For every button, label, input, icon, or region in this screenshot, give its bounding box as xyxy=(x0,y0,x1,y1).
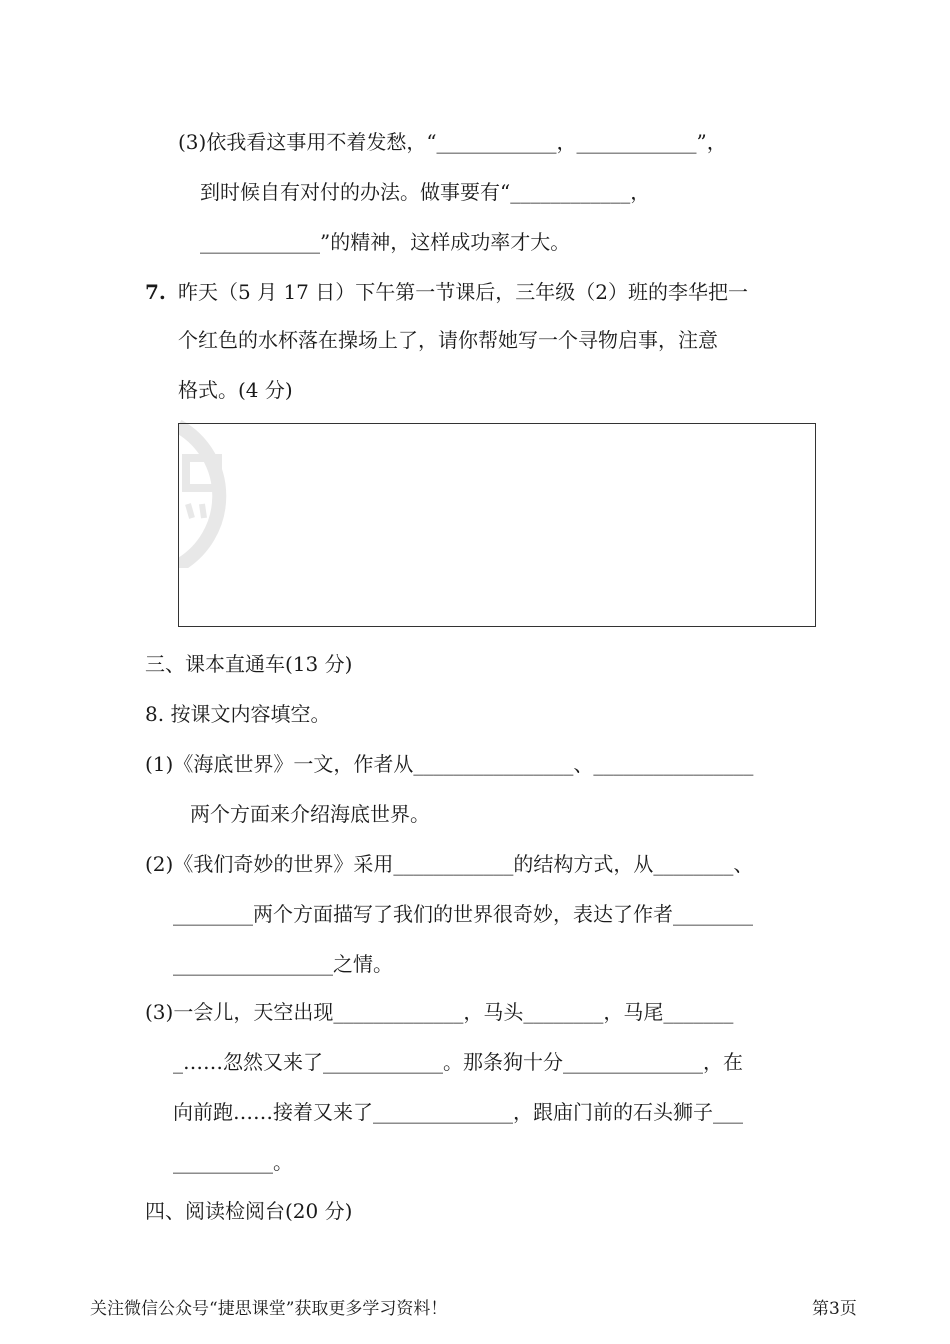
footer-page-number: 第3页 xyxy=(812,1299,857,1319)
footer-promo: 关注微信公众号“捷思课堂”获取更多学习资料！ xyxy=(90,1299,448,1319)
q8-part3-line2: _……忽然又来了____________。那条狗十分______________，在 xyxy=(173,1050,743,1074)
q8-part1-line1: (1)《海底世界》一文，作者从________________、________________ xyxy=(145,752,754,776)
q7-line1: 昨天（5 月 17 日）下午第一节课后，三年级（2）班的李华把一 xyxy=(178,280,748,304)
q7-number: 7. xyxy=(145,280,166,304)
q8-part1-line2: 两个方面来介绍海底世界。 xyxy=(190,802,430,826)
q8-stem: 8. 按课文内容填空。 xyxy=(145,702,331,726)
q8-part3-line3: 向前跑……接着又来了______________，跟庙门前的石头狮子___ xyxy=(173,1100,743,1124)
q7-line3: 格式。(4 分) xyxy=(178,378,293,402)
q8-part2-line2: ________两个方面描写了我们的世界很奇妙，表达了作者________ xyxy=(173,902,753,926)
section-3-heading: 三、课本直通车(13 分) xyxy=(145,652,353,676)
q7-line2: 个红色的水杯落在操场上了，请你帮她写一个寻物启事，注意 xyxy=(178,328,718,352)
q6-part3-line2: 到时候自有对付的办法。做事要有“____________， xyxy=(200,180,651,204)
q6-part3-line3: ____________”的精神，这样成功率才大。 xyxy=(200,230,571,254)
q8-part3-line4: __________。 xyxy=(173,1150,293,1174)
q8-part2-line1: (2)《我们奇妙的世界》采用____________的结构方式，从________、 xyxy=(145,852,754,876)
q8-part3-line1: (3)一会儿，天空出现_____________，马头________，马尾_______ xyxy=(145,1000,734,1024)
answer-box[interactable] xyxy=(178,423,816,627)
section-4-heading: 四、阅读检阅台(20 分) xyxy=(145,1199,353,1223)
q6-part3-line1: (3)依我看这事用不着发愁，“____________，____________”， xyxy=(178,130,727,154)
q8-part2-line3: ________________之情。 xyxy=(173,952,393,976)
